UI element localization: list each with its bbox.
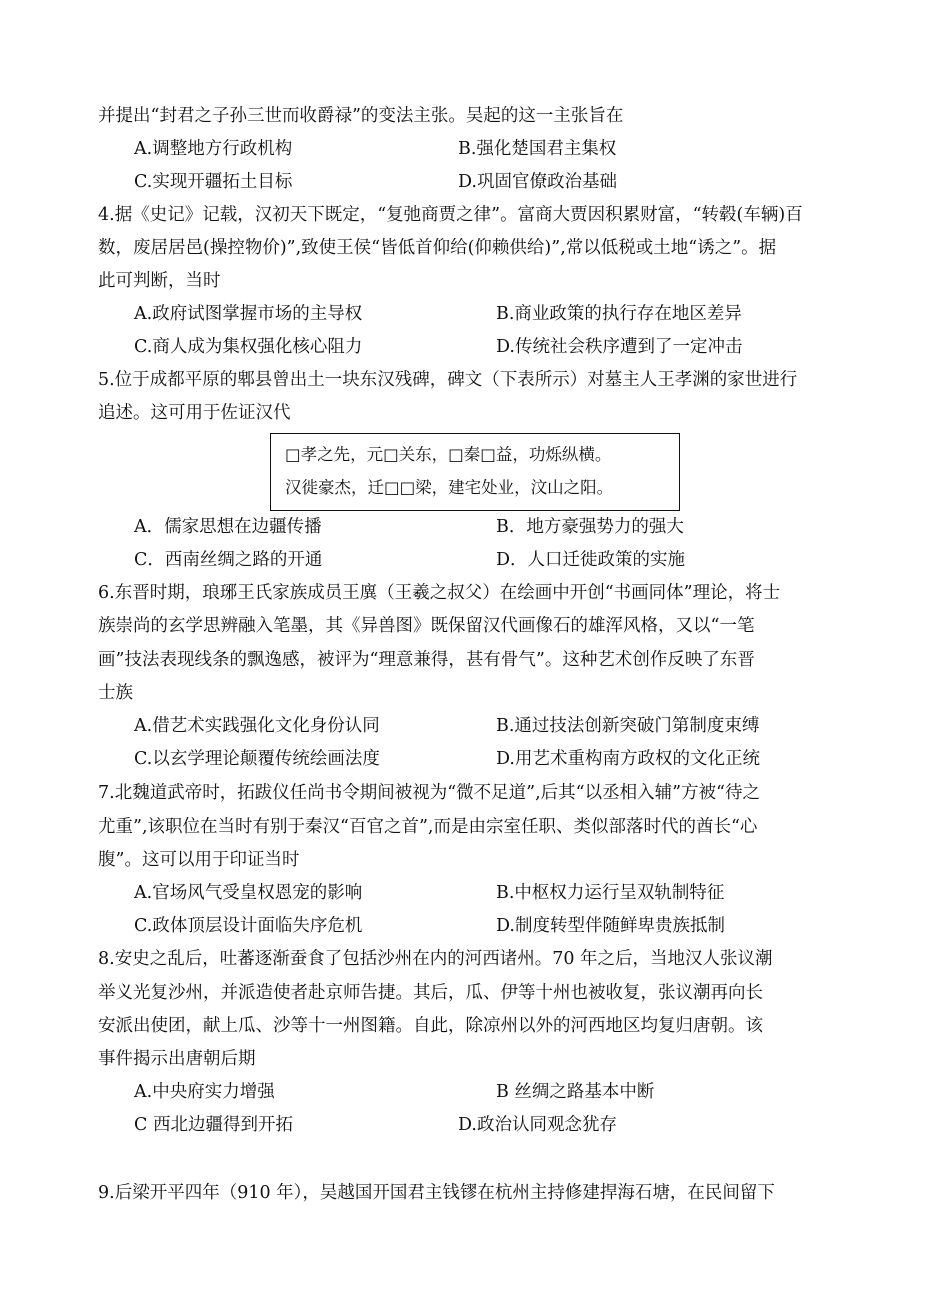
question-7-line-3: 腹”。这可以用于印证当时 <box>98 850 300 870</box>
question-7-line-1: 7.北魏道武帝时，拓跋仪任尚书令期间被视为“微不足道”,后其“以丞相入辅”方被“待之 <box>98 783 760 803</box>
option-4a: A.政府试图掌握市场的主导权 <box>134 304 363 324</box>
option-4d: D.传统社会秩序遭到了一定冲击 <box>496 337 743 357</box>
question-6-line-2: 族崇尚的玄学思辨融入笔墨，其《异兽图》既保留汉代画像石的雄浑风格，又以“一笔 <box>98 616 755 636</box>
inscription-line-2: 汉徙豪杰，迁□□梁，建宅处业，汶山之阳。 <box>285 478 614 497</box>
option-7d: D.制度转型伴随鲜卑贵族抵制 <box>496 916 725 936</box>
option-5b: B．地方豪强势力的强大 <box>496 517 684 537</box>
option-6c: C.以玄学理论颠覆传统绘画法度 <box>134 749 380 769</box>
question-4-line-2: 数，废居居邑(操控物价)”,致使王侯“皆低首仰给(仰赖供给)”,常以低税或土地“诱之”。据 <box>98 238 777 258</box>
question-6-line-4: 士族 <box>98 683 133 703</box>
question-8-line-1: 8.安史之乱后，吐蕃逐渐蚕食了包括沙州在内的河西诸州。70 年之后，当地汉人张议潮 <box>98 949 773 969</box>
option-8b: B 丝绸之路基本中断 <box>496 1082 655 1102</box>
option-7c: C.政体顶层设计面临失序危机 <box>134 916 363 936</box>
option-6b: B.通过技法创新突破门第制度束缚 <box>496 716 760 736</box>
option-7b: B.中枢权力运行呈双轨制特征 <box>496 883 725 903</box>
question-4-line-1: 4.据《史记》记载，汉初天下既定，“复弛商贾之律”。富商大贾因积累财富，“转毂(车辆)百 <box>98 205 803 225</box>
option-3a: A.调整地方行政机构 <box>134 139 293 159</box>
question-4-line-3: 此可判断，当时 <box>98 271 221 291</box>
question-8-line-2: 举义光复沙州，并派造使者赴京师告捷。其后，瓜、伊等十州也被收复，张议潮再向长 <box>98 983 763 1003</box>
question-6-line-3: 画”技法表现线条的飘逸感，被评为“理意兼得，甚有骨气”。这种艺术创作反映了东晋 <box>98 650 755 670</box>
option-6d: D.用艺术重构南方政权的文化正统 <box>496 749 760 769</box>
option-4b: B.商业政策的执行存在地区差异 <box>496 304 742 324</box>
question-8-line-4: 事件揭示出唐朝后期 <box>98 1049 256 1069</box>
question-9-line-1: 9.后梁开平四年（910 年），吴越国开国君主钱镠在杭州主持修建捍海石塘，在民间留下 <box>98 1183 775 1203</box>
option-5a: A．儒家思想在边疆传播 <box>134 517 322 537</box>
question-8-line-3: 安派出使团，献上瓜、沙等十一州图籍。自此，除凉州以外的河西地区均复归唐朝。该 <box>98 1016 763 1036</box>
option-3b: B.强化楚国君主集权 <box>458 139 617 159</box>
option-8d: D.政治认同观念犹存 <box>458 1115 617 1135</box>
option-5c: C．西南丝绸之路的开通 <box>134 550 323 570</box>
inscription-line-1: □孝之先，元□关东，□秦□益，功烁纵横。 <box>285 445 612 464</box>
inscription-box <box>270 433 680 511</box>
option-3c: C.实现开疆拓土目标 <box>134 172 293 192</box>
option-8c: C 西北边疆得到开拓 <box>134 1115 293 1135</box>
option-7a: A.官场风气受皇权恩宠的影响 <box>134 883 363 903</box>
question-5-line-2: 追述。这可用于佐证汉代 <box>98 403 291 423</box>
question-5-line-1: 5.位于成都平原的郫县曾出土一块东汉残碑，碑文（下表所示）对墓主人王孝渊的家世进行 <box>98 370 798 390</box>
option-3d: D.巩固官僚政治基础 <box>458 172 617 192</box>
option-5d: D．人口迁徙政策的实施 <box>496 550 686 570</box>
option-4c: C.商人成为集权强化核心阻力 <box>134 337 363 357</box>
question-7-line-2: 尤重”,该职位在当时有别于秦汉“百官之首”,而是由宗室任职、类似部落时代的酋长“心 <box>98 817 758 837</box>
option-6a: A.借艺术实践强化文化身份认同 <box>134 716 380 736</box>
option-8a: A.中央府实力增强 <box>134 1082 275 1102</box>
question-6-line-1: 6.东晋时期，琅琊王氏家族成员王廙（王羲之叔父）在绘画中开创“书画同体”理论，将士 <box>98 583 781 603</box>
question-3-tail: 并提出“封君之子孙三世而收爵禄”的变法主张。吴起的这一主张旨在 <box>98 106 624 126</box>
